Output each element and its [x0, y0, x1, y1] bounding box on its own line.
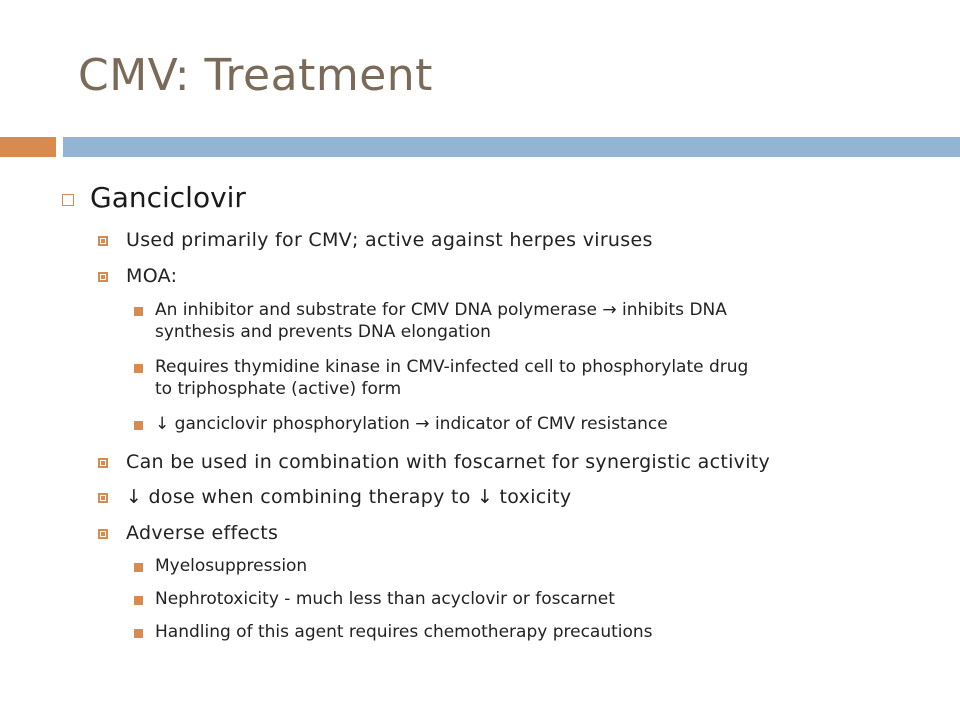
bullet-solid-square-icon — [134, 596, 143, 605]
bullet-text-level3: Myelosuppression — [155, 556, 308, 576]
bullet-text-level2: ↓ dose when combining therapy to ↓ toxicity — [126, 486, 572, 508]
bullet-text-level2: Can be used in combination with foscarnet for synergistic activity — [126, 451, 771, 473]
bullet-framed-square-icon — [98, 272, 108, 282]
bullet-text-level3: Requires thymidine kinase in CMV-infected cell to phosphorylate drug — [155, 357, 749, 377]
bullet-framed-square-icon — [98, 529, 108, 539]
bullet-text-level3-continued: to triphosphate (active) form — [155, 379, 402, 399]
bullet-text-level1: Ganciclovir — [90, 181, 246, 214]
bullet-solid-square-icon — [134, 629, 143, 638]
bullet-solid-square-icon — [134, 364, 143, 373]
bullet-solid-square-icon — [134, 421, 143, 430]
bullet-solid-square-icon — [134, 307, 143, 316]
bullet-text-level3: An inhibitor and substrate for CMV DNA polymerase → inhibits DNA — [155, 300, 727, 320]
bullet-hollow-square-icon — [62, 194, 74, 206]
bullet-text-level3: ↓ ganciclovir phosphorylation → indicator of CMV resistance — [155, 414, 668, 434]
bullet-solid-square-icon — [134, 563, 143, 572]
bullet-text-level2: Used primarily for CMV; active against herpes viruses — [126, 229, 653, 251]
bullet-text-level3-continued: synthesis and prevents DNA elongation — [155, 322, 491, 342]
bullet-framed-square-icon — [98, 458, 108, 468]
bullet-text-level2: Adverse effects — [126, 522, 279, 544]
bullet-text-level3: Handling of this agent requires chemotherapy precautions — [155, 622, 653, 642]
bullet-framed-square-icon — [98, 236, 108, 246]
bullet-text-level3: Nephrotoxicity - much less than acyclovir or foscarnet — [155, 589, 615, 609]
bullet-text-level2: MOA: — [126, 265, 178, 287]
slide-title: CMV: Treatment — [78, 50, 433, 101]
bullet-framed-square-icon — [98, 493, 108, 503]
